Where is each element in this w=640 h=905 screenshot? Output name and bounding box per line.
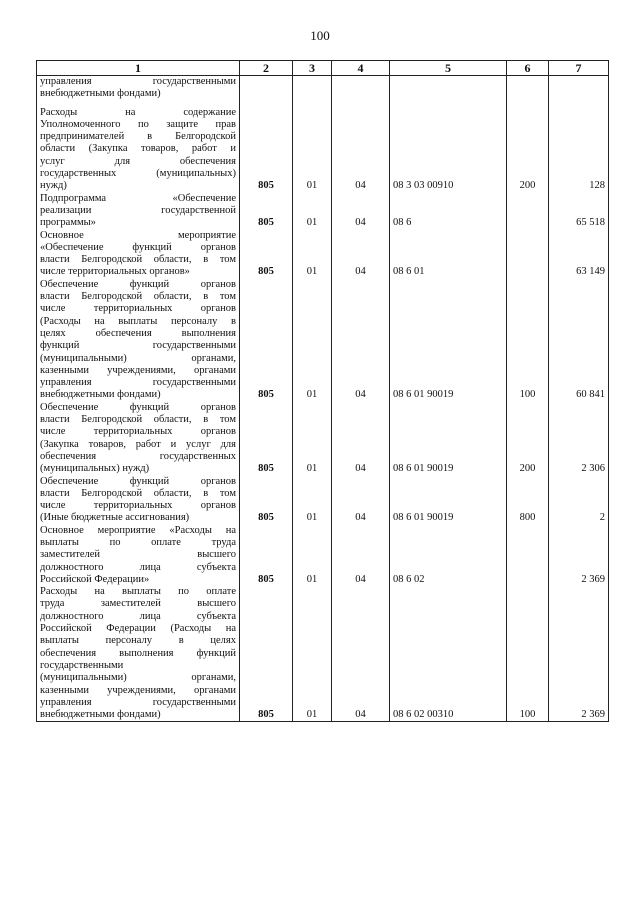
row-expense-type-code: 200	[507, 101, 549, 193]
description-line: выплаты по оплате труда	[40, 536, 236, 548]
row-subsection-code: 04	[332, 476, 390, 525]
row-grbs-code: 805	[240, 476, 293, 525]
description-line: труда заместителей высшего	[40, 598, 236, 610]
description-line: обеспечения государственных	[40, 450, 236, 462]
description-line: заместителей высшего	[40, 549, 236, 561]
row-subsection-code: 04	[332, 101, 390, 193]
row-description	[37, 76, 240, 101]
description-line: государственных (муниципальных)	[40, 168, 236, 180]
description-line: числе территориальных органов	[40, 500, 236, 512]
description-line: программы»	[40, 217, 96, 229]
description-line: казенными учреждениями, органами	[40, 684, 236, 696]
row-expense-type-code	[507, 76, 549, 101]
table-row	[37, 193, 609, 230]
table-row	[37, 279, 609, 402]
description-line: Основное мероприятие	[40, 229, 236, 241]
row-description	[37, 525, 240, 586]
header-col-5: 5	[390, 61, 507, 76]
row-grbs-code: 805	[240, 525, 293, 586]
description-line: внебюджетными фондами)	[40, 389, 161, 401]
row-description	[37, 586, 240, 722]
row-description	[37, 230, 240, 279]
table-row	[37, 230, 609, 279]
description-line: числе территориальных органов	[40, 426, 236, 438]
table-row	[37, 76, 609, 101]
header-col-3: 3	[293, 61, 332, 76]
row-grbs-code: 805	[240, 101, 293, 193]
row-grbs-code: 805	[240, 230, 293, 279]
description-line: Расходы на содержание	[40, 106, 236, 118]
description-line: нужд)	[40, 180, 67, 192]
row-target-article-code: 08 6 01 90019	[390, 279, 507, 402]
row-subsection-code: 04	[332, 279, 390, 402]
header-col-6: 6	[507, 61, 549, 76]
header-col-4: 4	[332, 61, 390, 76]
row-grbs-code: 805	[240, 193, 293, 230]
row-section-code: 01	[293, 230, 332, 279]
row-section-code	[293, 76, 332, 101]
table-row	[37, 525, 609, 586]
row-target-article-code: 08 6 01 90019	[390, 402, 507, 476]
description-line: «Обеспечение функций органов	[40, 241, 236, 253]
description-line: власти Белгородской области, в том	[40, 487, 236, 499]
row-amount: 65 518	[549, 193, 609, 230]
row-section-code: 01	[293, 193, 332, 230]
description-line: (Расходы на выплаты персоналу в	[40, 315, 236, 327]
row-expense-type-code: 100	[507, 279, 549, 402]
row-grbs-code: 805	[240, 402, 293, 476]
row-target-article-code: 08 6 01	[390, 230, 507, 279]
row-description	[37, 101, 240, 193]
table-row	[37, 586, 609, 722]
description-line: внебюджетными фондами)	[40, 88, 161, 100]
description-line: власти Белгородской области, в том	[40, 291, 236, 303]
row-grbs-code: 805	[240, 279, 293, 402]
row-expense-type-code	[507, 525, 549, 586]
row-section-code: 01	[293, 402, 332, 476]
description-line: предпринимателей в Белгородской	[40, 131, 236, 143]
row-target-article-code: 08 6 02 00310	[390, 586, 507, 722]
description-line: казенными учреждениями, органами	[40, 364, 236, 376]
description-line: целях обеспечения выполнения	[40, 327, 236, 339]
row-amount: 2 369	[549, 525, 609, 586]
description-line: управления государственными	[40, 696, 236, 708]
description-line: обеспечения выполнения функций	[40, 647, 236, 659]
description-line: должностного лица субъекта	[40, 610, 236, 622]
description-line: Обеспечение функций органов	[40, 401, 236, 413]
description-line: Основное мероприятие «Расходы на	[40, 524, 236, 536]
description-line: (Закупка товаров, работ и услуг для	[40, 438, 236, 450]
description-line: услуг для обеспечения	[40, 155, 236, 167]
description-line: управления государственными	[40, 76, 236, 87]
table-row	[37, 101, 609, 193]
page-number: 100	[310, 28, 330, 43]
description-line: Обеспечение функций органов	[40, 278, 236, 290]
description-line: (муниципальными) органами,	[40, 672, 236, 684]
description-line: государственными	[40, 659, 124, 671]
budget-table	[36, 60, 609, 722]
row-grbs-code	[240, 76, 293, 101]
row-target-article-code	[390, 76, 507, 101]
row-section-code: 01	[293, 586, 332, 722]
row-section-code: 01	[293, 476, 332, 525]
description-line: Подпрограмма «Обеспечение	[40, 192, 236, 204]
row-target-article-code: 08 6	[390, 193, 507, 230]
row-target-article-code: 08 3 03 00910	[390, 101, 507, 193]
header-col-2: 2	[240, 61, 293, 76]
description-line: Расходы на выплаты по оплате	[40, 586, 236, 598]
row-grbs-code: 805	[240, 586, 293, 722]
row-subsection-code	[332, 76, 390, 101]
description-line: (муниципальных) нужд)	[40, 463, 150, 475]
row-amount: 63 149	[549, 230, 609, 279]
row-target-article-code: 08 6 01 90019	[390, 476, 507, 525]
description-line: власти Белгородской области, в том	[40, 254, 236, 266]
description-line: Российской Федерации»	[40, 573, 150, 585]
description-line: Российской Федерации (Расходы на	[40, 623, 236, 635]
header-row	[37, 61, 609, 76]
row-subsection-code: 04	[332, 230, 390, 279]
description-line: области (Закупка товаров, работ и	[40, 143, 236, 155]
description-line: реализации государственной	[40, 204, 236, 216]
description-line: (муниципальными) органами,	[40, 352, 236, 364]
row-subsection-code: 04	[332, 402, 390, 476]
description-line: числе территориальных органов»	[40, 266, 190, 278]
row-section-code: 01	[293, 101, 332, 193]
row-expense-type-code	[507, 230, 549, 279]
row-target-article-code: 08 6 02	[390, 525, 507, 586]
row-section-code: 01	[293, 525, 332, 586]
description-line: Обеспечение функций органов	[40, 475, 236, 487]
description-line: функций государственными	[40, 340, 236, 352]
row-amount: 128	[549, 101, 609, 193]
row-expense-type-code	[507, 193, 549, 230]
row-amount: 2 369	[549, 586, 609, 722]
row-amount: 2	[549, 476, 609, 525]
row-subsection-code: 04	[332, 586, 390, 722]
row-expense-type-code: 800	[507, 476, 549, 525]
table-row	[37, 476, 609, 525]
row-description	[37, 193, 240, 230]
description-line: выплаты персоналу в целях	[40, 635, 236, 647]
row-description	[37, 476, 240, 525]
description-line: Уполномоченного по защите прав	[40, 118, 236, 130]
description-line: власти Белгородской области, в том	[40, 414, 236, 426]
row-expense-type-code: 200	[507, 402, 549, 476]
row-expense-type-code: 100	[507, 586, 549, 722]
row-subsection-code: 04	[332, 193, 390, 230]
description-line: числе территориальных органов	[40, 303, 236, 315]
description-line: управления государственными	[40, 377, 236, 389]
row-amount	[549, 76, 609, 101]
header-col-7: 7	[549, 61, 609, 76]
table-row	[37, 402, 609, 476]
row-section-code: 01	[293, 279, 332, 402]
description-line: должностного лица субъекта	[40, 561, 236, 573]
row-description	[37, 402, 240, 476]
description-line: (Иные бюджетные ассигнования)	[40, 512, 190, 524]
row-amount: 60 841	[549, 279, 609, 402]
header-col-1: 1	[37, 61, 240, 76]
row-amount: 2 306	[549, 402, 609, 476]
row-description	[37, 279, 240, 402]
row-subsection-code: 04	[332, 525, 390, 586]
description-line: внебюджетными фондами)	[40, 709, 161, 721]
